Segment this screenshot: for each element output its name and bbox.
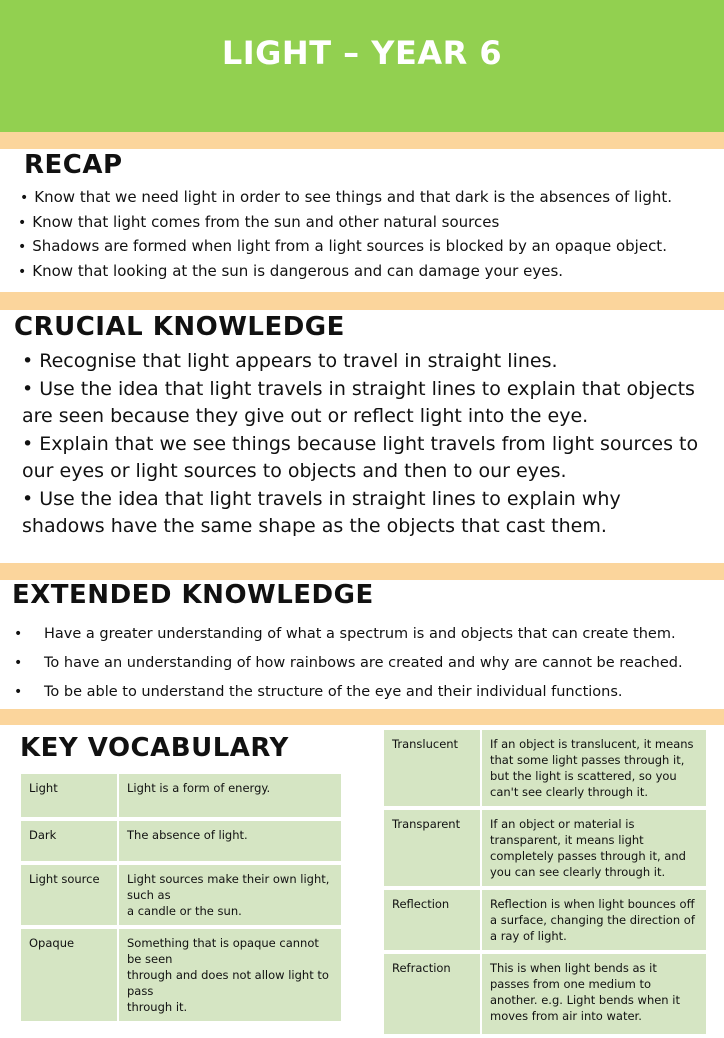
bullet-icon: • (22, 432, 40, 455)
term-cell: Reflection (384, 890, 482, 954)
term-cell: Opaque (21, 929, 119, 1025)
title-banner (0, 0, 724, 132)
list-item: • Have a greater understanding of what a spectrum is and objects that can create them. (14, 620, 714, 649)
definition-cell: Something that is opaque cannot be seen through and does not allow light to pass through it. (119, 929, 341, 1025)
bullet-icon: • (18, 214, 27, 231)
list-item: • Recognise that light appears to travel in straight lines. (22, 350, 558, 372)
list-item: • Know that we need light in order to see things and that dark is the absences of light. (20, 188, 673, 206)
extended-list (14, 620, 714, 707)
vocabulary-table-right (384, 730, 706, 1038)
list-item: • Shadows are formed when light from a light sources is blocked by an opaque object. (18, 237, 667, 256)
divider-band (0, 709, 724, 725)
divider-band (0, 132, 724, 149)
divider-band (0, 563, 724, 580)
bullet-icon: • (20, 190, 29, 206)
term-cell: Refraction (384, 954, 482, 1038)
term-cell: Transparent (384, 810, 482, 890)
vocabulary-table-left (21, 774, 341, 1025)
table-row (21, 865, 341, 929)
table-row (384, 730, 706, 810)
definition-cell: The absence of light. (119, 821, 341, 865)
definition-cell: If an object is translucent, it means that some light passes through it, but the light is scattered, so you can't see clearly through it. (482, 730, 706, 810)
bullet-icon: • (14, 684, 23, 700)
table-row (21, 929, 341, 1025)
definition-cell: This is when light bends as it passes from one medium to another. e.g. Light bends when it moves from air into water. (482, 954, 706, 1038)
crucial-list (22, 348, 702, 541)
crucial-heading: CRUCIAL KNOWLEDGE (14, 312, 345, 342)
definition-cell: Light sources make their own light, such as a candle or the sun. (119, 865, 341, 929)
term-cell: Dark (21, 821, 119, 865)
definition-cell: Light is a form of energy. (119, 774, 341, 821)
vocabulary-heading: KEY VOCABULARY (20, 733, 289, 763)
divider-band (0, 292, 724, 310)
bullet-icon: • (22, 350, 40, 372)
list-item: • Use the idea that light travels in straight lines to explain why shadows have the same shape as the objects that cast them. (22, 487, 621, 537)
table-row (384, 810, 706, 890)
term-cell: Light (21, 774, 119, 821)
recap-list (18, 186, 708, 285)
page-title: LIGHT – YEAR 6 (221, 34, 503, 72)
list-item: • Know that looking at the sun is dangerous and can damage your eyes. (18, 262, 564, 281)
bullet-icon: • (18, 264, 27, 281)
list-item: • Explain that we see things because light travels from light sources to our eyes or light sources to objects and then to our eyes. (22, 432, 699, 482)
list-item: • To have an understanding of how rainbows are created and why are cannot be reached. (14, 649, 714, 678)
table-row (21, 774, 341, 821)
table-row (21, 821, 341, 865)
bullet-icon: • (22, 487, 40, 510)
table-row (384, 954, 706, 1038)
bullet-icon: • (14, 626, 23, 642)
recap-heading: RECAP (24, 150, 123, 180)
list-item: • To be able to understand the structure of the eye and their individual functions. (14, 678, 714, 707)
bullet-icon: • (22, 377, 40, 400)
bullet-icon: • (14, 655, 23, 671)
definition-cell: If an object or material is transparent, it means light completely passes through it, and you can see clearly through it. (482, 810, 706, 890)
table-row (384, 890, 706, 954)
term-cell: Translucent (384, 730, 482, 810)
list-item: • Use the idea that light travels in straight lines to explain that objects are seen because they give out or reflect light into the eye. (22, 377, 695, 427)
bullet-icon: • (18, 239, 27, 256)
term-cell: Light source (21, 865, 119, 929)
definition-cell: Reflection is when light bounces off a surface, changing the direction of a ray of light. (482, 890, 706, 954)
list-item: • Know that light comes from the sun and other natural sources (18, 212, 500, 231)
extended-heading: EXTENDED KNOWLEDGE (12, 580, 374, 610)
